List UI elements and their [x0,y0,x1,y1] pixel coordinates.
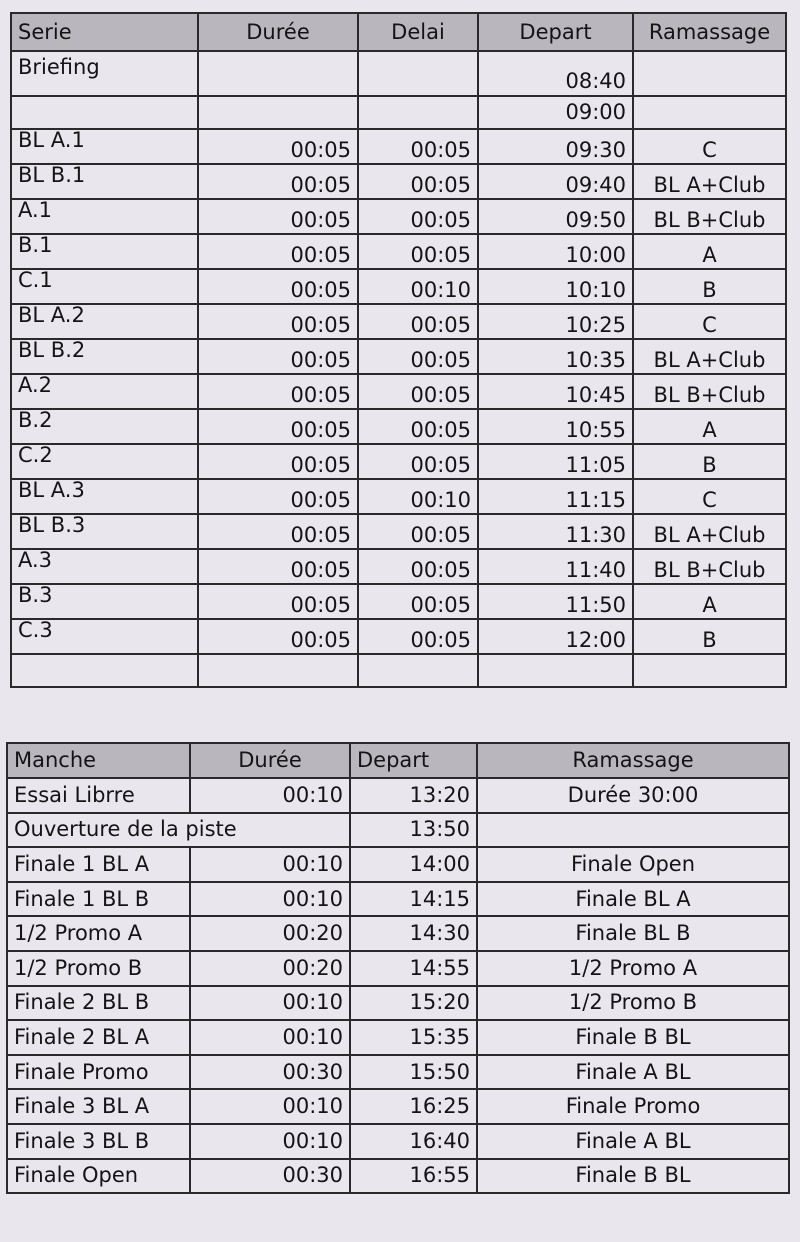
depart-cell: 12:00 [478,619,633,654]
ramassage-cell: Finale B BL [477,1159,789,1194]
series-row [11,549,786,584]
depart-cell: 14:30 [350,916,477,951]
duree-cell: 00:05 [198,584,358,619]
manche-cell: Finale 2 BL B [7,986,190,1021]
series-row [11,584,786,619]
series-empty-row [11,654,786,687]
depart-cell: 14:00 [350,847,477,882]
depart-cell: 10:55 [478,409,633,444]
header-ramassage: Ramassage [633,13,786,51]
ramassage-cell: Finale A BL [477,1124,789,1159]
series-row [11,374,786,409]
manche-cell: Finale Promo [7,1055,190,1090]
duree-cell: 00:05 [198,339,358,374]
manche-row [7,1020,789,1055]
duree-cell: 00:10 [190,882,350,917]
ramassage-cell: C [633,304,786,339]
depart-cell: 16:55 [350,1159,477,1194]
manche-row [7,847,789,882]
manche-cell: Ouverture de la piste [7,813,350,848]
empty-cell [478,654,633,687]
duree-cell: 00:05 [198,409,358,444]
manche-cell: Finale 3 BL A [7,1089,190,1124]
manche-cell: Finale Open [7,1159,190,1194]
empty-cell [633,51,786,96]
manche-schedule-table [6,742,790,1194]
header-duree: Durée [190,743,350,778]
header-depart: Depart [478,13,633,51]
header-depart: Depart [350,743,477,778]
duree-cell: 00:05 [198,374,358,409]
header-ramassage: Ramassage [477,743,789,778]
ramassage-cell: Finale BL B [477,916,789,951]
depart-cell: 14:55 [350,951,477,986]
delai-cell: 00:05 [358,234,478,269]
serie-cell: B.2 [11,409,198,444]
duree-cell: 00:30 [190,1159,350,1194]
manche-cell: Finale 1 BL B [7,882,190,917]
ramassage-cell: BL B+Club [633,199,786,234]
delai-cell: 00:05 [358,549,478,584]
depart-cell: 10:45 [478,374,633,409]
ramassage-cell: 1/2 Promo B [477,986,789,1021]
depart-cell: 16:25 [350,1089,477,1124]
delai-cell: 00:05 [358,584,478,619]
delai-cell: 00:10 [358,479,478,514]
header-manche: Manche [7,743,190,778]
manche-cell: Essai Librre [7,778,190,813]
duree-cell: 00:30 [190,1055,350,1090]
manche-cell: 1/2 Promo B [7,951,190,986]
duree-cell: 00:10 [190,847,350,882]
empty-cell [11,96,198,129]
manche-cell: Finale 2 BL A [7,1020,190,1055]
ramassage-cell: BL B+Club [633,549,786,584]
duree-cell: 00:05 [198,199,358,234]
depart-cell: 09:30 [478,129,633,164]
ramassage-cell: A [633,234,786,269]
ramassage-cell: BL B+Club [633,374,786,409]
empty-cell [358,51,478,96]
depart-cell: 14:15 [350,882,477,917]
manche-row [7,951,789,986]
duree-cell: 00:05 [198,549,358,584]
series-row [11,479,786,514]
depart-cell: 15:50 [350,1055,477,1090]
header-serie: Serie [11,13,198,51]
duree-cell: 00:05 [198,164,358,199]
serie-cell: BL B.2 [11,339,198,374]
duree-cell: 00:05 [198,304,358,339]
empty-cell [358,654,478,687]
manche-row [7,916,789,951]
series-row [11,234,786,269]
manche-header-row [7,743,789,778]
empty-cell [198,654,358,687]
delai-cell: 00:05 [358,199,478,234]
serie-cell: C.2 [11,444,198,479]
empty-cell [477,813,789,848]
essai-row [7,778,789,813]
ramassage-cell: BL A+Club [633,339,786,374]
duree-cell: 00:10 [190,778,350,813]
depart-cell: 11:40 [478,549,633,584]
serie-cell: BL B.1 [11,164,198,199]
empty-cell [198,51,358,96]
depart-cell: 10:00 [478,234,633,269]
ramassage-cell: A [633,584,786,619]
manche-cell: Finale 1 BL A [7,847,190,882]
delai-cell: 00:05 [358,444,478,479]
ramassage-cell: Durée 30:00 [477,778,789,813]
ramassage-cell: B [633,444,786,479]
manche-row [7,1089,789,1124]
ramassage-cell: BL A+Club [633,514,786,549]
duree-cell: 00:05 [198,269,358,304]
manche-cell: Finale 3 BL B [7,1124,190,1159]
duree-cell: 00:05 [198,479,358,514]
duree-cell: 00:05 [198,234,358,269]
ramassage-cell: Finale Open [477,847,789,882]
duree-cell: 00:10 [190,1089,350,1124]
serie-cell: C.3 [11,619,198,654]
manche-row [7,1055,789,1090]
empty-cell [633,96,786,129]
serie-cell: B.3 [11,584,198,619]
delai-cell: 00:05 [358,619,478,654]
serie-cell: BL A.3 [11,479,198,514]
ramassage-cell: B [633,269,786,304]
serie-cell: B.1 [11,234,198,269]
manche-row [7,986,789,1021]
ramassage-cell: Finale BL A [477,882,789,917]
serie-cell: A.2 [11,374,198,409]
delai-cell: 00:05 [358,129,478,164]
serie-cell: BL A.1 [11,129,198,164]
series-header-row [11,13,786,51]
depart-cell: 15:35 [350,1020,477,1055]
duree-cell: 00:05 [198,444,358,479]
serie-cell: BL B.3 [11,514,198,549]
empty-cell [633,654,786,687]
ramassage-cell: C [633,479,786,514]
briefing-label: Briefing [11,51,198,96]
series-row [11,444,786,479]
manche-row [7,882,789,917]
depart-cell: 10:35 [478,339,633,374]
empty-cell [198,96,358,129]
header-duree: Durée [198,13,358,51]
series-row [11,304,786,339]
depart-cell: 11:15 [478,479,633,514]
series-row [11,199,786,234]
series-row [11,619,786,654]
manche-row [7,1124,789,1159]
empty-cell [11,654,198,687]
manche-cell: 1/2 Promo A [7,916,190,951]
series-row [11,269,786,304]
manche-row [7,1159,789,1194]
duree-cell: 00:05 [198,129,358,164]
ramassage-cell: C [633,129,786,164]
ramassage-cell: 1/2 Promo A [477,951,789,986]
delai-cell: 00:05 [358,374,478,409]
depart-cell: 13:20 [350,778,477,813]
delai-cell: 00:05 [358,409,478,444]
delai-cell: 00:05 [358,304,478,339]
series-row [11,409,786,444]
duree-cell: 00:05 [198,619,358,654]
ramassage-cell: Finale B BL [477,1020,789,1055]
duree-cell: 00:10 [190,1020,350,1055]
empty-cell [358,96,478,129]
ramassage-cell: Finale Promo [477,1089,789,1124]
briefing-row-2 [11,96,786,129]
briefing-row [11,51,786,96]
duree-cell: 00:20 [190,916,350,951]
series-row [11,129,786,164]
ramassage-cell: BL A+Club [633,164,786,199]
series-row [11,339,786,374]
delai-cell: 00:05 [358,339,478,374]
ramassage-cell: A [633,409,786,444]
briefing-time: 08:40 [478,51,633,96]
series-schedule-table [10,12,787,688]
serie-cell: BL A.2 [11,304,198,339]
depart-cell: 09:40 [478,164,633,199]
briefing-time: 09:00 [478,96,633,129]
depart-cell: 11:05 [478,444,633,479]
depart-cell: 11:30 [478,514,633,549]
ramassage-cell: B [633,619,786,654]
delai-cell: 00:05 [358,164,478,199]
depart-cell: 09:50 [478,199,633,234]
ouverture-row [7,813,789,848]
header-delai: Delai [358,13,478,51]
duree-cell: 00:05 [198,514,358,549]
depart-cell: 10:25 [478,304,633,339]
serie-cell: A.3 [11,549,198,584]
depart-cell: 13:50 [350,813,477,848]
series-row [11,514,786,549]
duree-cell: 00:20 [190,951,350,986]
duree-cell: 00:10 [190,1124,350,1159]
serie-cell: C.1 [11,269,198,304]
delai-cell: 00:10 [358,269,478,304]
depart-cell: 10:10 [478,269,633,304]
serie-cell: A.1 [11,199,198,234]
duree-cell: 00:10 [190,986,350,1021]
depart-cell: 16:40 [350,1124,477,1159]
ramassage-cell: Finale A BL [477,1055,789,1090]
delai-cell: 00:05 [358,514,478,549]
series-row [11,164,786,199]
depart-cell: 15:20 [350,986,477,1021]
depart-cell: 11:50 [478,584,633,619]
